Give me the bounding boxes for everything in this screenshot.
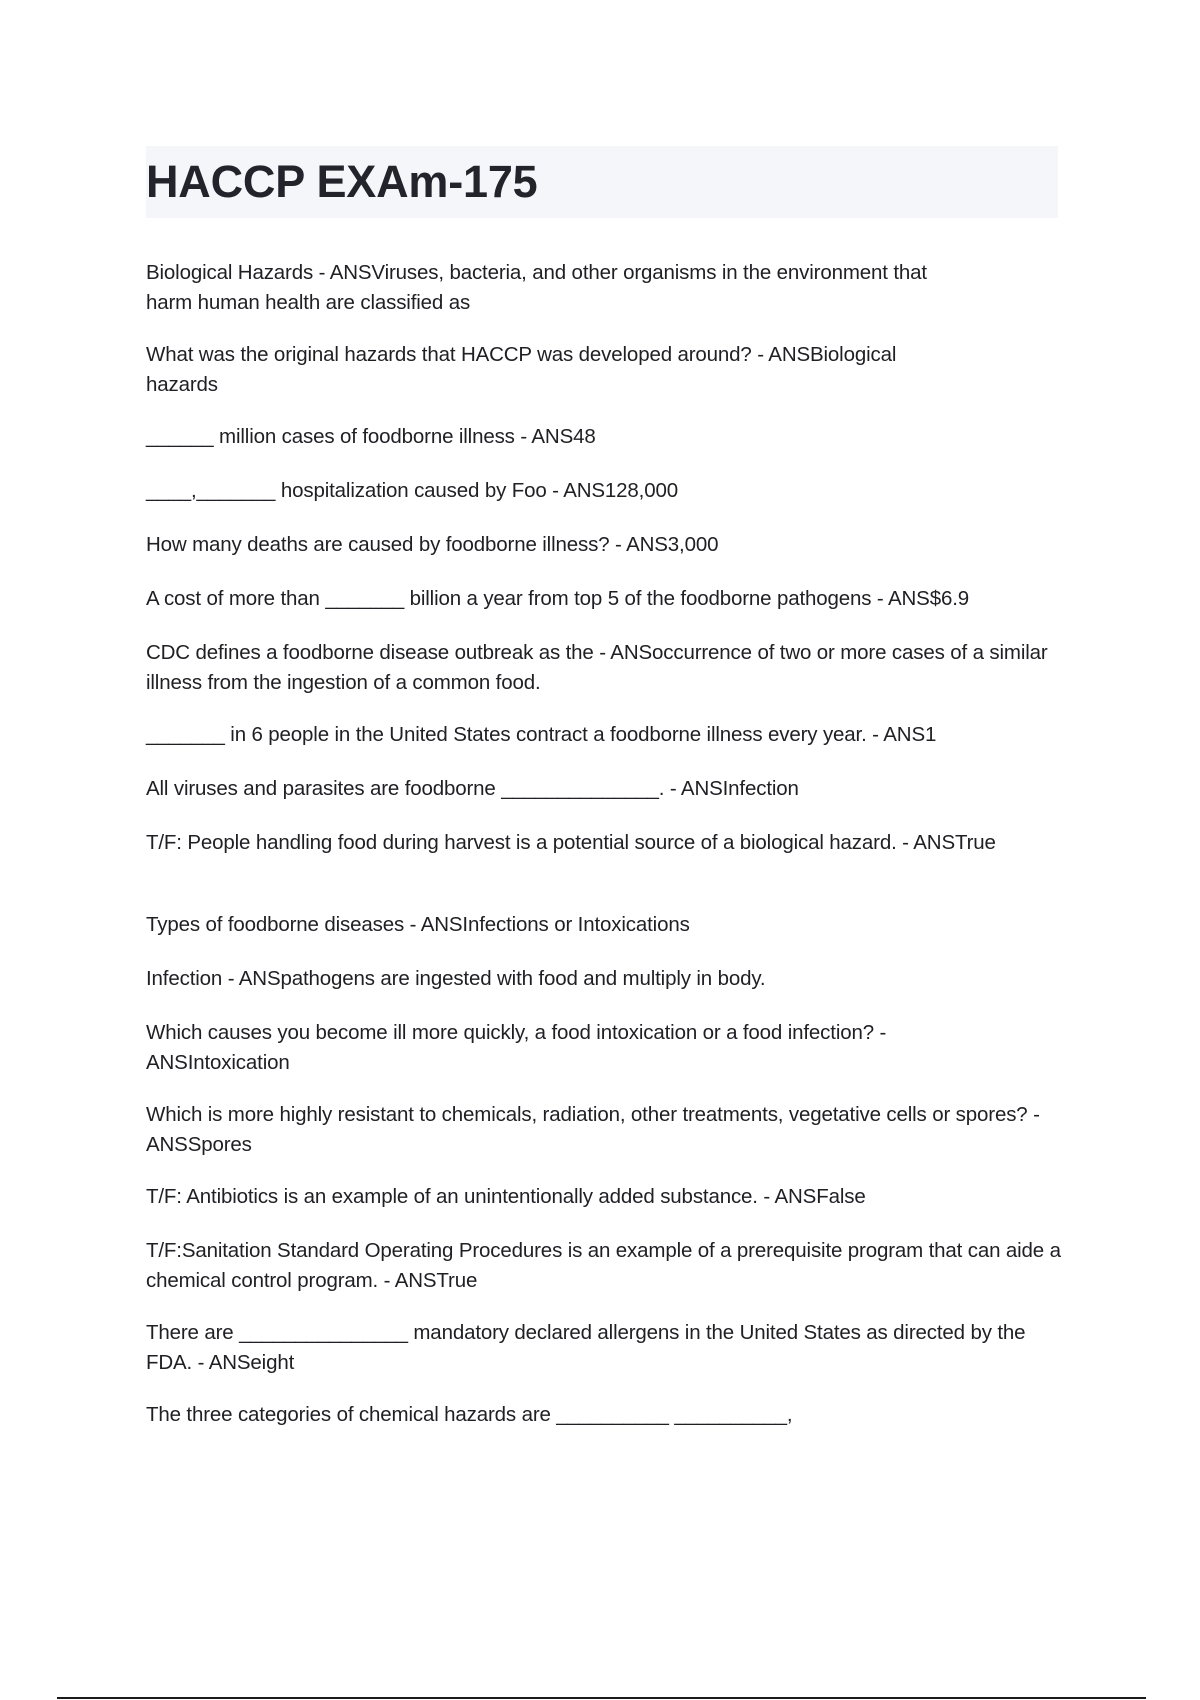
qa-item: ______ million cases of foodborne illness - ANS48 [146, 425, 596, 448]
qa-item: T/F: Antibiotics is an example of an unintentionally added substance. - ANSFalse [146, 1185, 866, 1208]
qa-item: The three categories of chemical hazards are __________ __________, [146, 1403, 793, 1426]
qa-item: How many deaths are caused by foodborne illness? - ANS3,000 [146, 533, 719, 556]
qa-item: Biological Hazards - ANSViruses, bacteria, and other organisms in the environment that harm human health are classified as [146, 261, 927, 314]
page-divider [57, 1697, 1146, 1699]
qa-item: What was the original hazards that HACCP was developed around? - ANSBiological hazards [146, 343, 897, 396]
qa-item: T/F: People handling food during harvest is a potential source of a biological hazard. - ANSTrue [146, 831, 996, 854]
qa-item: There are _______________ mandatory declared allergens in the United States as directed by the FDA. - ANSeight [146, 1321, 1026, 1374]
qa-item: T/F:Sanitation Standard Operating Procedures is an example of a prerequisite program that can aide a chemical control program. - ANSTrue [146, 1239, 1061, 1292]
qa-item: A cost of more than _______ billion a year from top 5 of the foodborne pathogens - ANS$6.9 [146, 587, 969, 610]
qa-item: Types of foodborne diseases - ANSInfections or Intoxications [146, 913, 690, 936]
qa-item: _______ in 6 people in the United States contract a foodborne illness every year. - ANS1 [146, 723, 937, 746]
document-title: HACCP EXAm-175 [146, 156, 538, 207]
title-banner [146, 146, 1058, 218]
qa-item: CDC defines a foodborne disease outbreak as the - ANSoccurrence of two or more cases of a similar illness from the ingestion of a common food. [146, 641, 1048, 694]
qa-item: Which is more highly resistant to chemicals, radiation, other treatments, vegetative cells or spores? - ANSSpores [146, 1103, 1040, 1156]
qa-item: All viruses and parasites are foodborne ______________. - ANSInfection [146, 777, 799, 800]
qa-item: ____,_______ hospitalization caused by Foo - ANS128,000 [146, 479, 678, 502]
qa-item: Which causes you become ill more quickly, a food intoxication or a food infection? - ANSIntoxication [146, 1021, 887, 1074]
qa-item: Infection - ANSpathogens are ingested with food and multiply in body. [146, 967, 766, 990]
